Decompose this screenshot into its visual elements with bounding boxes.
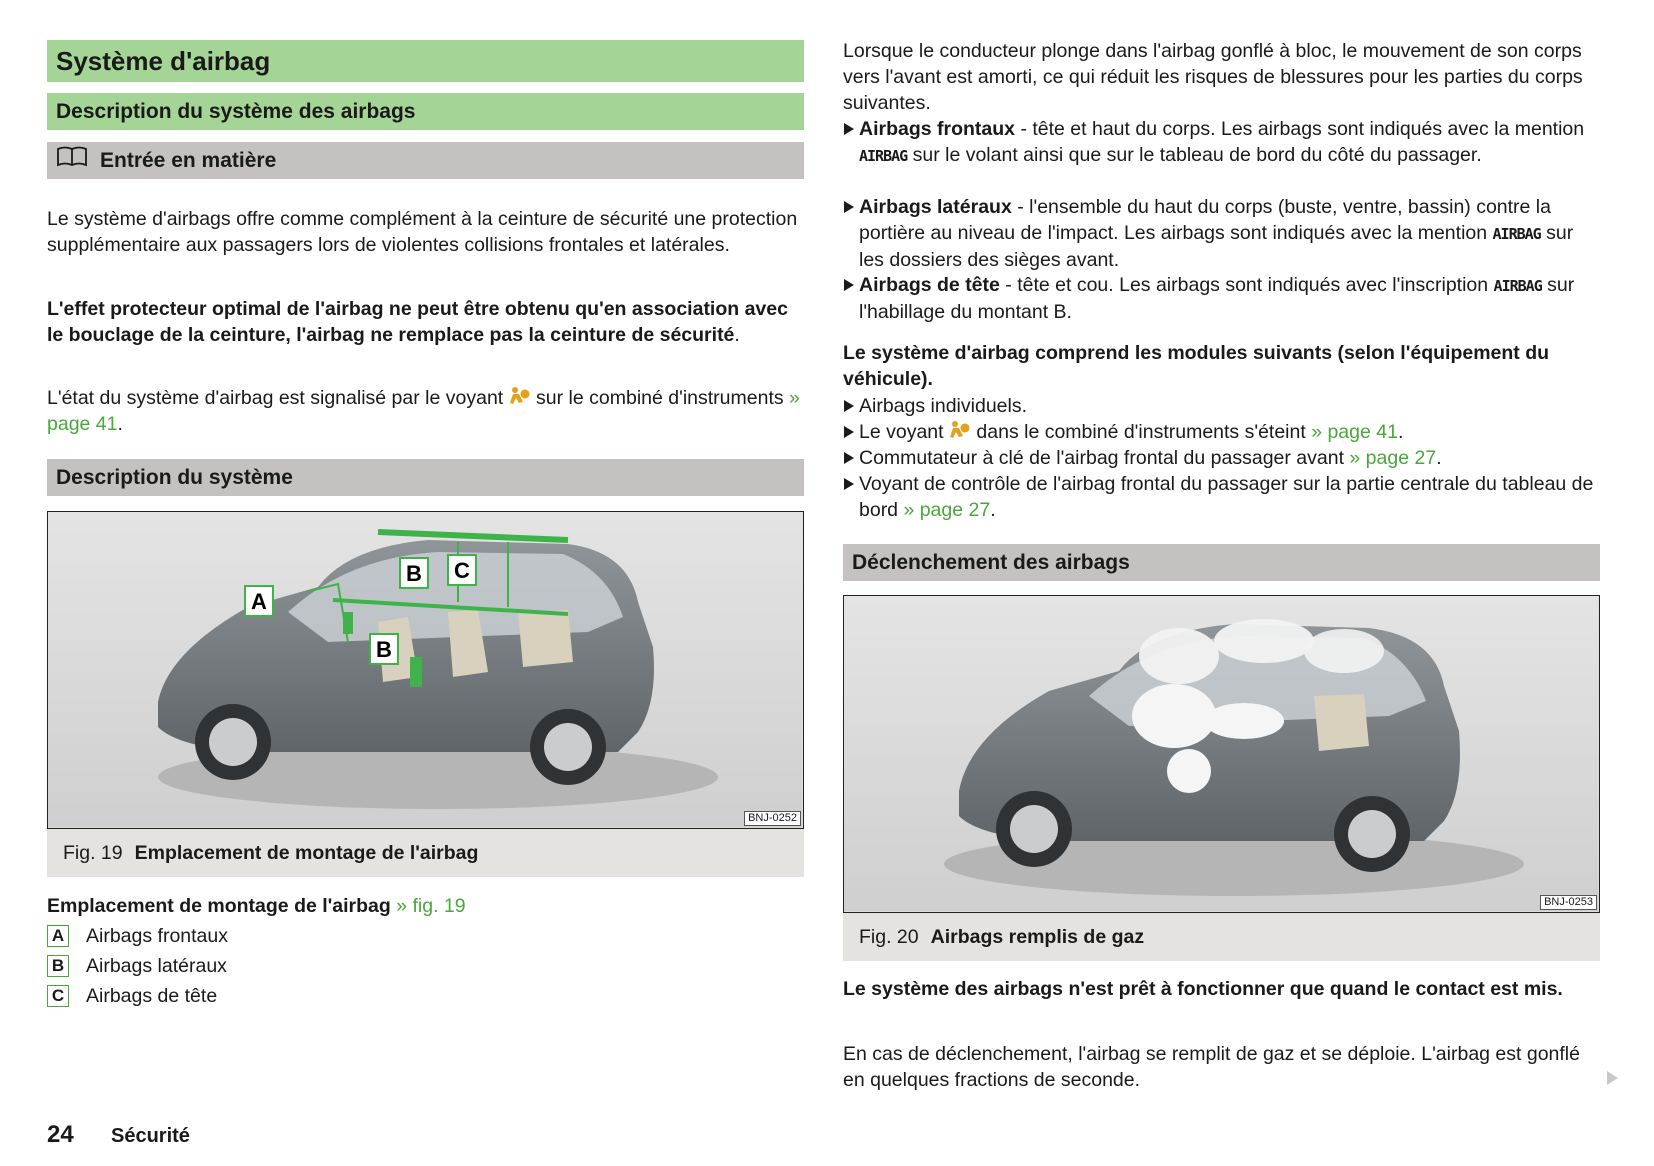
module-text: Voyant de contrôle de l'airbag frontal du passager sur la partie centrale du tableau de bord bbox=[859, 473, 1594, 521]
caption-text: Airbags remplis de gaz bbox=[930, 926, 1145, 948]
figure-19 bbox=[47, 511, 804, 829]
bullet-text: - l'ensemble du haut du corps (buste, ventre, bassin) contre la portière au niveau de l'impact. Les airbags sont indiqués avec la mention bbox=[859, 196, 1551, 244]
label-c: C bbox=[454, 558, 470, 583]
deploy-paragraph: En cas de déclenchement, l'airbag se remplit de gaz et se déploie. L'airbag est gonflé en quelques fractions de seconde. bbox=[843, 1043, 1580, 1091]
legend-text: Airbags de tête bbox=[86, 985, 218, 1007]
fig-19-link[interactable]: » fig. 19 bbox=[396, 895, 466, 917]
list-item bbox=[843, 194, 1600, 273]
airbag-marking: AIRBAG bbox=[1493, 277, 1542, 295]
list-item bbox=[843, 445, 1600, 471]
footer-section: Sécurité bbox=[111, 1125, 190, 1147]
section-title: Description du système des airbags bbox=[47, 93, 804, 130]
intro-header bbox=[47, 142, 804, 179]
list-item bbox=[843, 116, 1600, 169]
page-41-link[interactable]: » page 41 bbox=[1311, 421, 1398, 443]
list-item bbox=[843, 272, 1600, 325]
label-b-bottom: B bbox=[376, 637, 392, 662]
module-text: Le voyant bbox=[859, 421, 944, 443]
bullet-title: Airbags frontaux bbox=[859, 118, 1016, 140]
car-airbag-illustration bbox=[48, 512, 802, 827]
bullet-text: - tête et haut du corps. Les airbags sont indiqués avec la mention bbox=[1015, 118, 1585, 140]
list-item bbox=[843, 393, 1600, 419]
bullet-text: - tête et cou. Les airbags sont indiqués avec l'inscription bbox=[999, 274, 1494, 296]
system-header: Description du système bbox=[47, 459, 804, 496]
right-intro: Lorsque le conducteur plonge dans l'airbag gonflé à bloc, le mouvement de son corps vers l'avant est amorti, ce qui réduit les risques de blessures pour les parties du corps suivantes. bbox=[843, 40, 1583, 114]
module-text: Airbags individuels. bbox=[859, 395, 1028, 417]
bullet-title: Airbags de tête bbox=[859, 274, 1000, 296]
list-item bbox=[843, 471, 1600, 523]
legend-item bbox=[47, 983, 217, 1009]
legend-title-text: Emplacement de montage de l'airbag bbox=[47, 895, 391, 917]
chapter-title: Système d'airbag bbox=[47, 40, 804, 82]
figure-19-caption bbox=[47, 829, 804, 877]
airbag-marking: AIRBAG bbox=[859, 147, 908, 165]
airbag-warning-icon bbox=[509, 387, 536, 409]
legend-key: A bbox=[47, 925, 69, 947]
bullet-text: sur l'habillage du montant B. bbox=[859, 274, 1575, 323]
status-paragraph bbox=[47, 385, 804, 437]
list-item bbox=[843, 419, 1600, 445]
bullet-text: sur le volant ainsi que sur le tableau de bord du côté du passager. bbox=[907, 144, 1482, 166]
label-b-top: B bbox=[406, 561, 422, 586]
page-number: 24 bbox=[47, 1121, 74, 1148]
module-text: Commutateur à clé de l'airbag frontal du passager avant bbox=[859, 447, 1344, 469]
bullet-text: sur les dossiers des sièges avant. bbox=[859, 222, 1574, 271]
legend-item bbox=[47, 953, 227, 979]
intro-header-label: Entrée en matière bbox=[100, 149, 277, 172]
legend-title bbox=[47, 893, 804, 919]
warning-end: . bbox=[734, 324, 740, 346]
airbag-marking: AIRBAG bbox=[1492, 225, 1541, 243]
book-icon bbox=[56, 143, 88, 180]
intro-paragraph: Le système d'airbags offre comme complément à la ceinture de sécurité une protection supplémentaire aux passagers lors de violentes collisions frontales et latérales. bbox=[47, 208, 798, 256]
module-text: dans le combiné d'instruments s'éteint bbox=[976, 421, 1306, 443]
label-a: A bbox=[251, 589, 267, 614]
figure-code: BNJ-0252 bbox=[744, 811, 801, 826]
deploy-header: Déclenchement des airbags bbox=[843, 544, 1600, 581]
page-27-link[interactable]: » page 27 bbox=[903, 499, 991, 521]
modules-title: Le système d'airbag comprend les modules suivants (selon l'équipement du véhicule). bbox=[843, 342, 1550, 390]
status-text-a: L'état du système d'airbag est signalisé par le voyant bbox=[47, 387, 504, 409]
legend-text: Airbags frontaux bbox=[86, 925, 228, 947]
bullet-title: Airbags latéraux bbox=[859, 196, 1012, 218]
car-inflated-airbags-illustration bbox=[844, 596, 1598, 911]
warning-text: L'effet protecteur optimal de l'airbag ne peut être obtenu qu'en association avec le bouclage de la ceinture, l'airbag ne remplace pas la ceinture de sécurité bbox=[47, 298, 788, 346]
status-end: . bbox=[117, 413, 123, 435]
page-41-link[interactable]: » page 41 bbox=[47, 387, 800, 435]
module-end: . bbox=[1436, 447, 1442, 469]
figure-20-caption bbox=[843, 913, 1600, 961]
caption-number: Fig. 20 bbox=[859, 926, 919, 948]
page-27-link[interactable]: » page 27 bbox=[1349, 447, 1437, 469]
next-page-arrow-icon bbox=[1607, 1071, 1618, 1085]
legend-item bbox=[47, 923, 228, 949]
ready-paragraph: Le système des airbags n'est prêt à fonctionner que quand le contact est mis. bbox=[843, 978, 1563, 1000]
module-end: . bbox=[990, 499, 996, 521]
figure-20 bbox=[843, 595, 1600, 913]
warning-paragraph bbox=[47, 296, 804, 348]
caption-number: Fig. 19 bbox=[63, 842, 123, 864]
legend-key: C bbox=[47, 985, 69, 1007]
module-end: . bbox=[1397, 421, 1404, 443]
caption-text: Emplacement de montage de l'airbag bbox=[134, 842, 479, 864]
legend-text: Airbags latéraux bbox=[86, 955, 227, 977]
figure-code: BNJ-0253 bbox=[1540, 895, 1597, 910]
airbag-warning-icon bbox=[949, 421, 976, 443]
legend-key: B bbox=[47, 955, 69, 977]
status-text-b: sur le combiné d'instruments bbox=[536, 387, 784, 409]
